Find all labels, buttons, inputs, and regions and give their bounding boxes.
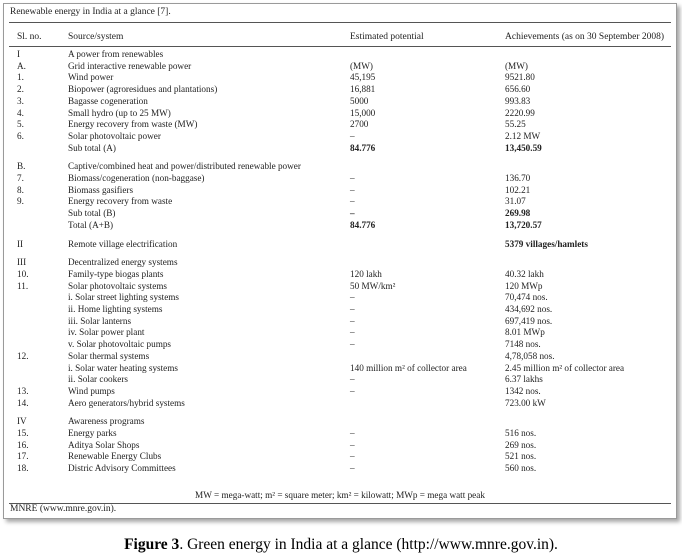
row-number: 14. <box>17 397 29 408</box>
row-achievement: 7148 nos. <box>505 339 541 350</box>
row-achievement: 656.60 <box>505 84 531 95</box>
row-achievement: 4,78,058 nos. <box>505 350 555 361</box>
table-row <box>4 48 676 60</box>
row-source: Wind power <box>68 72 114 83</box>
row-achievement: 40.32 lakh <box>505 268 544 279</box>
table-footnote: MW = mega-watt; m² = square meter; km² = kilowatt; MWp = mega watt peak <box>195 490 485 500</box>
figure-caption-text: . Green energy in India at a glance (http://www.mnre.gov.in). <box>179 536 558 553</box>
table-row <box>4 439 676 451</box>
table-row <box>4 142 676 154</box>
row-source: Small hydro (up to 25 MW) <box>68 107 171 118</box>
header-source: Source/system <box>68 32 124 42</box>
row-achievement: 8.01 MWp <box>505 327 545 338</box>
table-row <box>4 303 676 315</box>
row-achievement: 1342 nos. <box>505 385 541 396</box>
row-potential: – <box>350 130 355 141</box>
row-source: ii. Home lighting systems <box>68 304 163 314</box>
table-row <box>4 338 676 350</box>
row-source: iv. Solar power plant <box>68 327 145 338</box>
table-row <box>4 71 676 83</box>
row-source: iii. Solar lanterns <box>68 315 132 326</box>
header-achievements: Achievements (as on 30 September 2008) <box>505 32 665 42</box>
table-row <box>4 462 676 474</box>
row-achievement: 2220.99 <box>505 107 535 118</box>
row-source: ii. Solar cookers <box>68 374 128 385</box>
row-achievement: 269.98 <box>505 208 531 219</box>
row-number: 2. <box>17 84 24 95</box>
row-potential: – <box>350 374 355 385</box>
table-row <box>4 95 676 107</box>
row-achievement: 2.45 million m² of collector area <box>505 362 625 373</box>
row-source: Decentralized energy systems <box>68 257 178 268</box>
row-potential: – <box>350 184 355 195</box>
row-source: i. Solar street lighting systems <box>68 292 180 303</box>
row-source: Biopower (agroresidues and plantations) <box>68 84 218 95</box>
row-potential: – <box>350 463 355 474</box>
row-potential: – <box>350 428 355 438</box>
row-achievement: 560 nos. <box>505 463 537 474</box>
row-achievement: 136.70 <box>505 173 531 183</box>
table-row <box>4 130 676 142</box>
row-number: 5. <box>17 119 24 130</box>
table-row <box>4 172 676 184</box>
row-number: 3. <box>17 95 24 106</box>
row-source: Wind pumps <box>68 385 115 396</box>
row-source: Bagasse cogeneration <box>68 95 148 106</box>
row-number: 12. <box>17 350 29 361</box>
row-potential: 15,000 <box>350 107 376 118</box>
row-number: 10. <box>17 268 29 279</box>
row-potential: 120 lakh <box>350 268 382 279</box>
table-row <box>4 60 676 72</box>
row-achievement: 70,474 nos. <box>505 292 548 303</box>
table-row <box>4 195 676 207</box>
row-source: Solar photovoltaic systems <box>68 280 168 291</box>
row-potential: – <box>350 451 355 462</box>
row-achievement: 697,419 nos. <box>505 315 553 326</box>
header-sl-no: Sl. no. <box>17 32 42 42</box>
row-number: B. <box>17 161 26 172</box>
table-row <box>4 256 676 268</box>
table-row <box>4 207 676 219</box>
table-top-rule <box>9 22 671 23</box>
row-number: 11. <box>17 280 29 291</box>
row-source: Awareness programs <box>68 416 145 427</box>
row-potential: (MW) <box>350 60 373 71</box>
row-achievement: 6.37 lakhs <box>505 374 543 385</box>
row-potential: 50 MW/km² <box>350 280 396 291</box>
table-row <box>4 268 676 280</box>
row-potential: – <box>350 385 355 396</box>
row-potential: – <box>350 439 355 450</box>
row-number: II <box>17 238 24 249</box>
row-number: III <box>17 257 27 268</box>
row-source: Captive/combined heat and power/distributed renewable power <box>68 161 301 172</box>
row-achievement: 120 MWp <box>505 280 543 291</box>
row-source: Energy parks <box>68 428 117 438</box>
row-potential: 16,881 <box>350 84 376 95</box>
row-achievement: 102.21 <box>505 184 531 195</box>
figure-label: Figure 3 <box>124 536 180 553</box>
row-achievement: 5379 villages/hamlets <box>505 238 588 249</box>
row-number: 16. <box>17 439 29 450</box>
row-achievement: 31.07 <box>505 196 526 207</box>
table-row <box>4 184 676 196</box>
table-row <box>4 315 676 327</box>
table-row <box>4 280 676 292</box>
row-source: Sub total (B) <box>68 208 116 219</box>
row-number: 7. <box>17 173 24 183</box>
row-number: 6. <box>17 130 24 141</box>
table-row <box>4 373 676 385</box>
row-number: 13. <box>17 385 29 396</box>
row-source: Aditya Solar Shops <box>68 439 140 450</box>
row-potential: 140 million m² of collector area <box>350 362 467 373</box>
table-row <box>4 385 676 397</box>
row-number: I <box>17 49 21 59</box>
table-row <box>4 118 676 130</box>
table-frame <box>3 3 677 519</box>
table-caption: Renewable energy in India at a glance [7]. <box>10 7 171 17</box>
table-row <box>4 219 676 231</box>
row-potential: – <box>350 173 355 183</box>
row-source: Renewable Energy Clubs <box>68 451 162 462</box>
row-source: A power from renewables <box>68 49 164 59</box>
row-achievement: (MW) <box>505 60 528 71</box>
row-achievement: 13,450.59 <box>505 142 542 153</box>
row-potential: – <box>350 339 355 350</box>
row-number: IV <box>17 416 27 427</box>
row-source: Distric Advisory Committees <box>68 463 176 474</box>
row-source: Aero generators/hybrid systems <box>68 397 185 408</box>
table-row <box>4 107 676 119</box>
row-potential: – <box>350 196 355 207</box>
table-row <box>4 326 676 338</box>
table-row <box>4 397 676 409</box>
row-number: A. <box>17 60 26 71</box>
row-achievement: 723.00 kW <box>505 397 546 408</box>
row-number: 1. <box>17 72 24 83</box>
row-number: 17. <box>17 451 29 462</box>
row-achievement: 13,720.57 <box>505 219 542 230</box>
row-source: Family-type biogas plants <box>68 268 164 279</box>
row-achievement: 516 nos. <box>505 428 537 438</box>
row-potential: – <box>350 292 355 303</box>
table-row <box>4 427 676 439</box>
row-source: Solar photovoltaic power <box>68 130 161 141</box>
row-potential: 5000 <box>350 95 369 106</box>
row-achievement: 521 nos. <box>505 451 537 462</box>
table-row <box>4 362 676 374</box>
row-source: i. Solar water heating systems <box>68 362 178 373</box>
table-row <box>4 450 676 462</box>
row-source: Solar thermal systems <box>68 350 150 361</box>
row-potential: 45,195 <box>350 72 376 83</box>
row-potential: – <box>350 315 355 326</box>
table-row <box>4 350 676 362</box>
row-potential: – <box>350 208 355 219</box>
row-source: Remote village electrification <box>68 238 178 249</box>
row-achievement: 993.83 <box>505 95 531 106</box>
row-source: Energy recovery from waste (MW) <box>68 119 198 130</box>
row-achievement: 434,692 nos. <box>505 304 553 314</box>
row-achievement: 9521.80 <box>505 72 535 83</box>
table-row <box>4 83 676 95</box>
row-source: Energy recovery from waste <box>68 196 173 207</box>
table-source: MNRE (www.mnre.gov.in). <box>10 504 117 514</box>
table-row <box>4 160 676 172</box>
row-source: Grid interactive renewable power <box>68 60 192 71</box>
row-potential: 2700 <box>350 119 369 130</box>
row-source: Biomass gasifiers <box>68 184 134 195</box>
row-source: Sub total (A) <box>68 142 116 153</box>
table-row <box>4 415 676 427</box>
row-potential: 84.776 <box>350 219 376 230</box>
row-source: Total (A+B) <box>68 219 114 230</box>
header-potential: Estimated potential <box>350 32 424 42</box>
row-source: Biomass/cogeneration (non-baggase) <box>68 173 205 183</box>
row-number: 9. <box>17 196 24 207</box>
row-number: 15. <box>17 428 29 438</box>
row-source: v. Solar photovoltaic pumps <box>68 339 172 350</box>
row-number: 8. <box>17 184 24 195</box>
header-rule <box>9 46 671 47</box>
row-number: 18. <box>17 463 29 474</box>
figure-caption <box>0 536 682 554</box>
table-row <box>4 238 676 250</box>
row-achievement: 2.12 MW <box>505 130 541 141</box>
row-potential: – <box>350 327 355 338</box>
row-potential: 84.776 <box>350 142 376 153</box>
row-number: 4. <box>17 107 24 118</box>
row-achievement: 55.25 <box>505 119 526 130</box>
row-potential: – <box>350 304 355 314</box>
table-row <box>4 291 676 303</box>
row-achievement: 269 nos. <box>505 439 537 450</box>
